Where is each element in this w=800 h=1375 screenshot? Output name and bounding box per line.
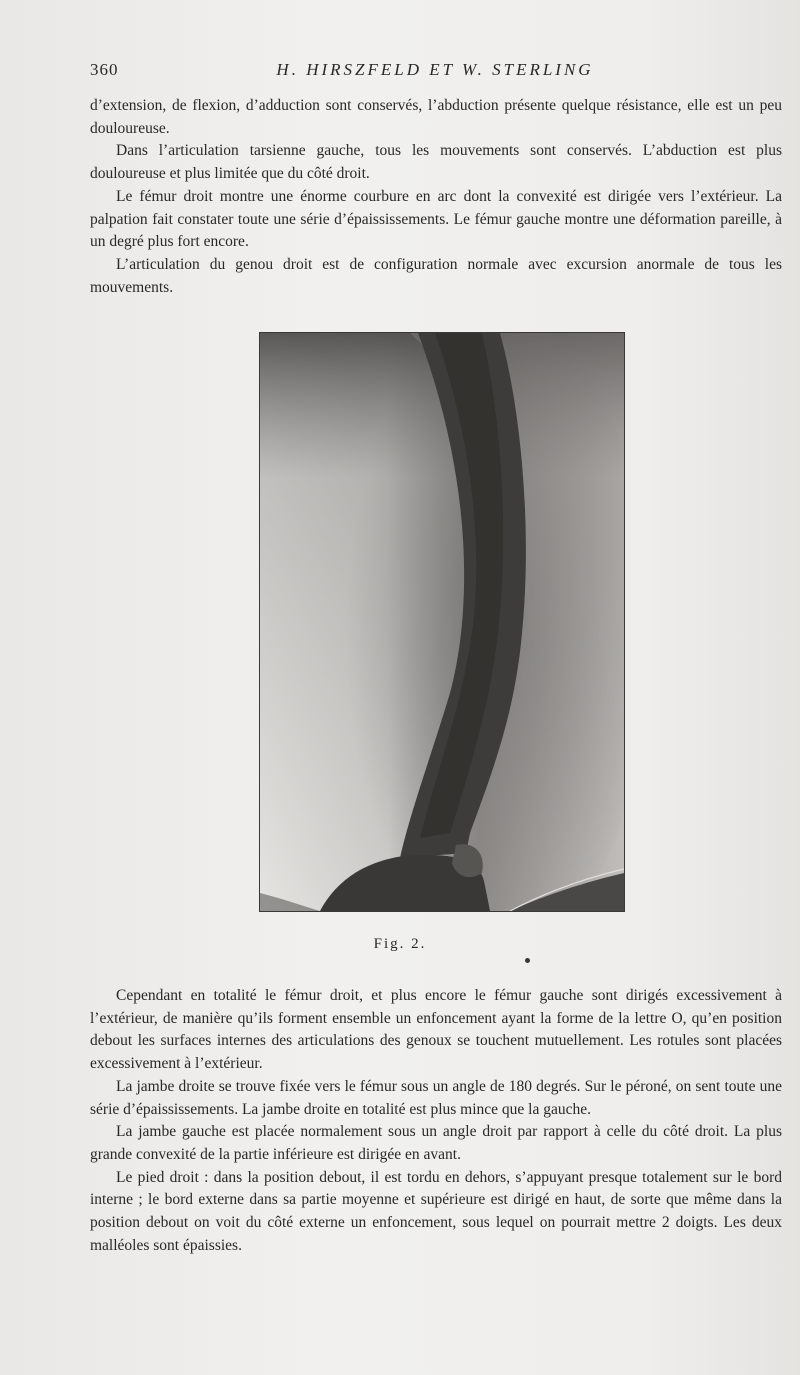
xray-figure <box>259 332 625 912</box>
paragraph: La jambe gauche est placée normalement sous un angle droit par rapport à celle du côté droit. La plus grande convexité de la partie inférieure est dirigée en avant. <box>90 1123 782 1163</box>
page-number: 360 <box>90 60 119 79</box>
paragraph: Cependant en totalité le fémur droit, et plus encore le fémur gauche sont dirigés excessivement à l’extérieur, de manière qu’ils forment ensemble un enfoncement ayant la forme de la lettre O, qu’en position debout les surfaces internes des articulations des genoux se touchent mutuellement. Les rotules sont placées excessivement à l’extérieur. <box>90 987 782 1073</box>
bottom-text-block <box>90 985 782 1257</box>
top-text-block <box>90 95 782 299</box>
page-header <box>90 60 780 86</box>
paragraph: d’extension, de flexion, d’adduction sont conservés, l’abduction présente quelque résistance, elle est un peu douloureuse. <box>90 97 782 137</box>
paragraph: Dans l’articulation tarsienne gauche, tous les mouvements sont conservés. L’abduction est plus douloureuse et plus limitée que du côté droit. <box>90 142 782 183</box>
paragraph: Le pied droit : dans la position debout, il est tordu en dehors, s’appuyant presque totalement sur le bord interne ; le bord externe dans sa partie moyenne et supérieure est dirigé en haut, de sorte que même dans la position debout on voit du côté externe un enfoncement, sous lequel on pourrait mettre 2 doigts. Les deux malléoles sont épaissies. <box>90 1168 782 1254</box>
paragraph: La jambe droite se trouve fixée vers le fémur sous un angle de 180 degrés. Sur le péroné, on sent toute une série d’épaississements. La jambe droite en totalité est plus mince que la gauche. <box>90 1077 782 1118</box>
figure-caption: Fig. 2. <box>373 936 427 952</box>
running-title: H. HIRSZFELD ET W. STERLING <box>276 60 594 79</box>
paragraph: L’articulation du genou droit est de configuration normale avec excursion anormale de tous les mouvements. <box>90 255 782 296</box>
femur-xray-image <box>260 333 624 911</box>
paragraph: Le fémur droit montre une énorme courbure en arc dont la convexité est dirigée vers l’extérieur. La palpation fait constater toute une série d’épaississements. Le fémur gauche montre une déformation pareille, à un degré plus fort encore. <box>90 187 782 251</box>
ink-spot <box>525 958 530 963</box>
